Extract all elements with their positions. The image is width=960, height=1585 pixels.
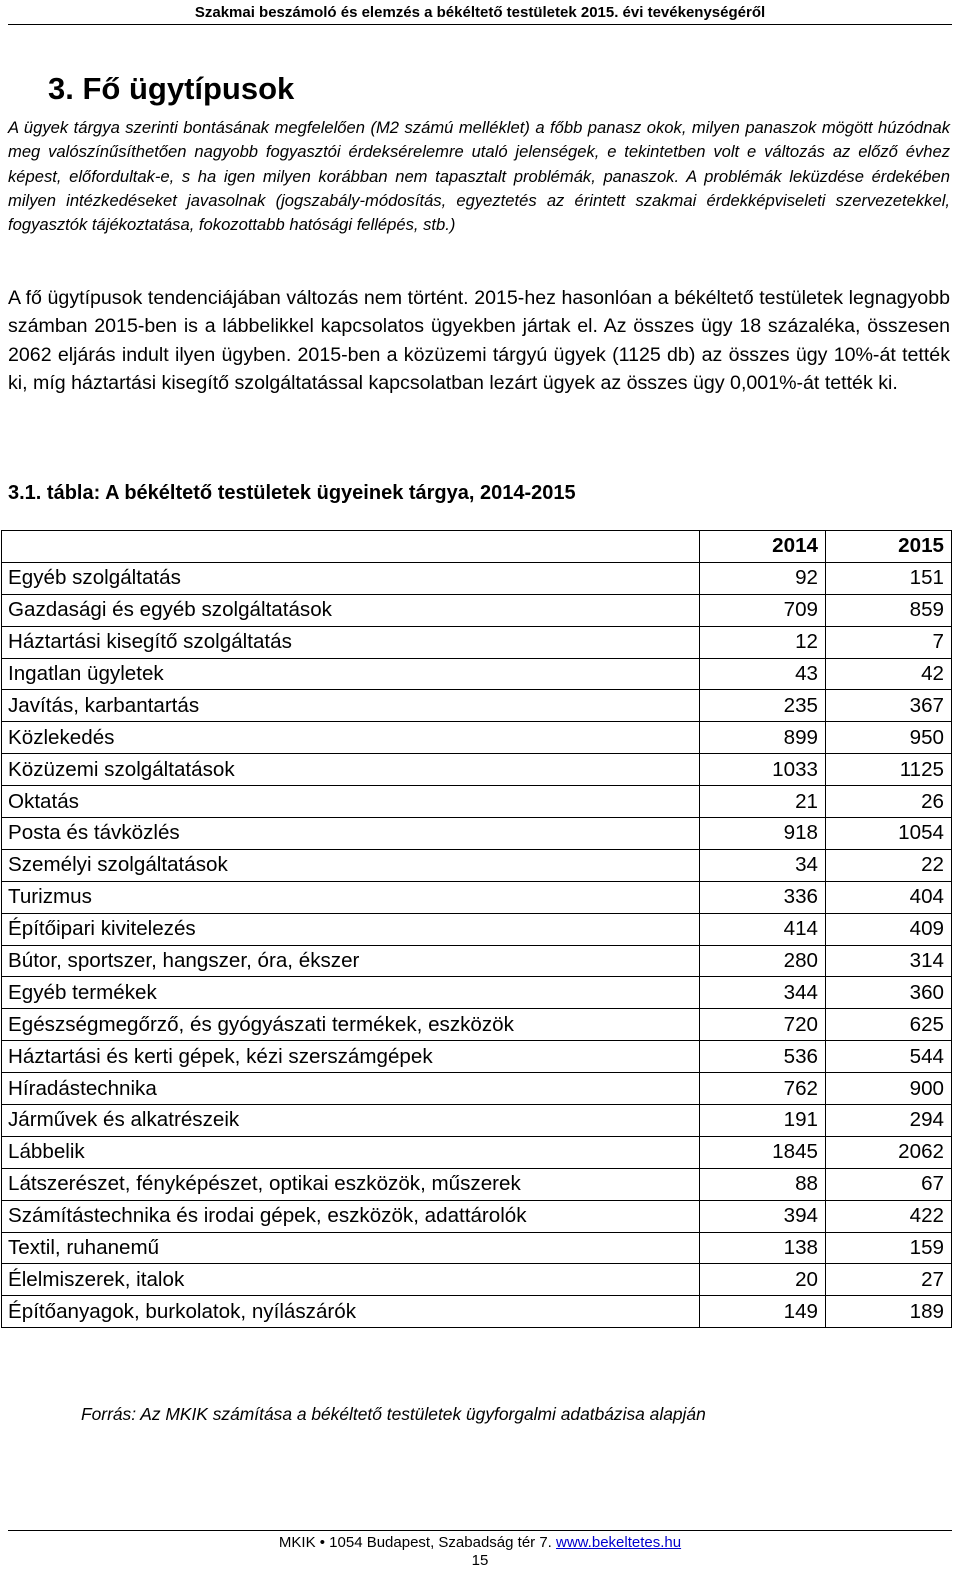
table-body [2, 562, 952, 1327]
footer-link[interactable]: www.bekeltetes.hu [556, 1534, 682, 1551]
row-category: Közlekedés [2, 722, 700, 754]
table-row [2, 626, 952, 658]
table-row [2, 945, 952, 977]
row-value-2014: 918 [700, 818, 826, 850]
row-category: Háztartási kisegítő szolgáltatás [2, 626, 700, 658]
row-value-2014: 536 [700, 1041, 826, 1073]
table-row [2, 1009, 952, 1041]
row-value-2014: 414 [700, 913, 826, 945]
row-value-2015: 360 [826, 977, 952, 1009]
row-category: Élelmiszerek, italok [2, 1264, 700, 1296]
row-category: Egészségmegőrző, és gyógyászati termékek, eszközök [2, 1009, 700, 1041]
row-category: Építőanyagok, burkolatok, nyílászárók [2, 1296, 700, 1328]
row-value-2014: 12 [700, 626, 826, 658]
row-category: Posta és távközlés [2, 818, 700, 850]
table-row [2, 722, 952, 754]
row-value-2014: 720 [700, 1009, 826, 1041]
row-value-2015: 625 [826, 1009, 952, 1041]
row-category: Javítás, karbantartás [2, 690, 700, 722]
row-value-2014: 762 [700, 1073, 826, 1105]
row-category: Oktatás [2, 786, 700, 818]
case-subjects-table [1, 530, 952, 1328]
body-paragraph: A fő ügytípusok tendenciájában változás nem történt. 2015-hez hasonlóan a békéltető testületek legnagyobb számban 2015-ben is a lábbelikkel kapcsolatos ügyekben jártak el. Az összes ügy 18 százaléka, összesen 2062 eljárás indult ilyen ügyben. 2015-ben a közüzemi tárgyú ügyek (1125 db) az összes ügy 10%-át tették ki, míg háztartási kisegítő szolgáltatással kapcsolatban lezárt ügyek az összes ügy 0,001%-át tették ki. [8, 287, 950, 395]
row-value-2014: 21 [700, 786, 826, 818]
row-value-2015: 67 [826, 1168, 952, 1200]
row-category: Gazdasági és egyéb szolgáltatások [2, 594, 700, 626]
row-value-2014: 336 [700, 881, 826, 913]
table-row [2, 881, 952, 913]
table-header-corner [2, 531, 700, 563]
row-value-2014: 280 [700, 945, 826, 977]
table-row [2, 754, 952, 786]
row-category: Látszerészet, fényképészet, optikai eszközök, műszerek [2, 1168, 700, 1200]
row-value-2014: 149 [700, 1296, 826, 1328]
table-row [2, 1200, 952, 1232]
table-row [2, 1264, 952, 1296]
table-row [2, 1041, 952, 1073]
row-value-2014: 1845 [700, 1136, 826, 1168]
row-value-2014: 34 [700, 849, 826, 881]
table-caption: 3.1. tábla: A békéltető testületek ügyeinek tárgya, 2014-2015 [8, 482, 576, 504]
section-title: 3. Fő ügytípusok [48, 71, 295, 106]
row-category: Lábbelik [2, 1136, 700, 1168]
row-category: Turizmus [2, 881, 700, 913]
intro-paragraph: A ügyek tárgya szerinti bontásának megfelelően (M2 számú melléklet) a főbb panasz okok, milyen panaszok mögött húzódnak meg valószínűsíthetően nagyobb fogyasztói érdeksérelemre utaló jelenségek, e tekintetben volt e változás az előző évhez képest, előfordultak-e, s ha igen milyen korábban nem tapasztalt problémák, panaszok. A problémák leküzdése érdekében milyen intézkedéseket javasolnak (jogszabály-módosítás, egyeztetés az érintett szakmai érdekképviseleti szervezetekkel, fogyasztók tájékoztatása, fokozottabb hatósági fellépés, stb.) [8, 118, 950, 235]
row-value-2015: 404 [826, 881, 952, 913]
table-row [2, 977, 952, 1009]
row-value-2015: 22 [826, 849, 952, 881]
table-row [2, 562, 952, 594]
row-value-2014: 709 [700, 594, 826, 626]
row-value-2014: 138 [700, 1232, 826, 1264]
row-value-2014: 20 [700, 1264, 826, 1296]
row-value-2014: 1033 [700, 754, 826, 786]
row-value-2014: 92 [700, 562, 826, 594]
row-value-2014: 43 [700, 658, 826, 690]
running-header: Szakmai beszámoló és elemzés a békéltető testületek 2015. évi tevékenységéről [194, 4, 766, 21]
row-value-2015: 2062 [826, 1136, 952, 1168]
row-value-2015: 314 [826, 945, 952, 977]
row-category: Ingatlan ügyletek [2, 658, 700, 690]
row-value-2014: 88 [700, 1168, 826, 1200]
row-value-2015: 26 [826, 786, 952, 818]
row-category: Személyi szolgáltatások [2, 849, 700, 881]
table-row [2, 1296, 952, 1328]
row-value-2014: 394 [700, 1200, 826, 1232]
row-value-2015: 544 [826, 1041, 952, 1073]
row-value-2015: 950 [826, 722, 952, 754]
row-value-2015: 422 [826, 1200, 952, 1232]
row-category: Egyéb termékek [2, 977, 700, 1009]
row-category: Textil, ruhanemű [2, 1232, 700, 1264]
row-value-2015: 159 [826, 1232, 952, 1264]
footer [0, 1534, 960, 1552]
row-value-2015: 367 [826, 690, 952, 722]
table-row [2, 1232, 952, 1264]
table-row [2, 594, 952, 626]
row-value-2014: 235 [700, 690, 826, 722]
table-row [2, 1105, 952, 1137]
row-value-2015: 859 [826, 594, 952, 626]
row-value-2015: 27 [826, 1264, 952, 1296]
row-value-2015: 1054 [826, 818, 952, 850]
row-category: Járművek és alkatrészeik [2, 1105, 700, 1137]
row-value-2015: 1125 [826, 754, 952, 786]
row-category: Bútor, sportszer, hangszer, óra, ékszer [2, 945, 700, 977]
row-value-2015: 151 [826, 562, 952, 594]
table-header-row [2, 531, 952, 563]
table-row [2, 1073, 952, 1105]
row-category: Építőipari kivitelezés [2, 913, 700, 945]
row-value-2015: 7 [826, 626, 952, 658]
row-value-2015: 189 [826, 1296, 952, 1328]
table-row [2, 658, 952, 690]
header-divider [8, 24, 952, 25]
table-row [2, 1168, 952, 1200]
footer-address: MKIK • 1054 Budapest, Szabadság tér 7. [278, 1534, 552, 1551]
table-row [2, 818, 952, 850]
row-value-2015: 900 [826, 1073, 952, 1105]
table-header-2014: 2014 [700, 531, 826, 563]
page-number: 15 [471, 1552, 489, 1569]
table-source: Forrás: Az MKIK számítása a békéltető testületek ügyforgalmi adatbázisa alapján [81, 1404, 706, 1424]
table-row [2, 1136, 952, 1168]
row-value-2015: 294 [826, 1105, 952, 1137]
row-category: Közüzemi szolgáltatások [2, 754, 700, 786]
row-value-2015: 42 [826, 658, 952, 690]
table-row [2, 849, 952, 881]
table-header-2015: 2015 [826, 531, 952, 563]
row-value-2015: 409 [826, 913, 952, 945]
table-row [2, 913, 952, 945]
row-value-2014: 344 [700, 977, 826, 1009]
row-value-2014: 899 [700, 722, 826, 754]
footer-divider [8, 1530, 952, 1531]
row-category: Számítástechnika és irodai gépek, eszközök, adattárolók [2, 1200, 700, 1232]
row-category: Híradástechnika [2, 1073, 700, 1105]
row-value-2014: 191 [700, 1105, 826, 1137]
row-category: Háztartási és kerti gépek, kézi szerszámgépek [2, 1041, 700, 1073]
row-category: Egyéb szolgáltatás [2, 562, 700, 594]
table-row [2, 690, 952, 722]
table-row [2, 786, 952, 818]
